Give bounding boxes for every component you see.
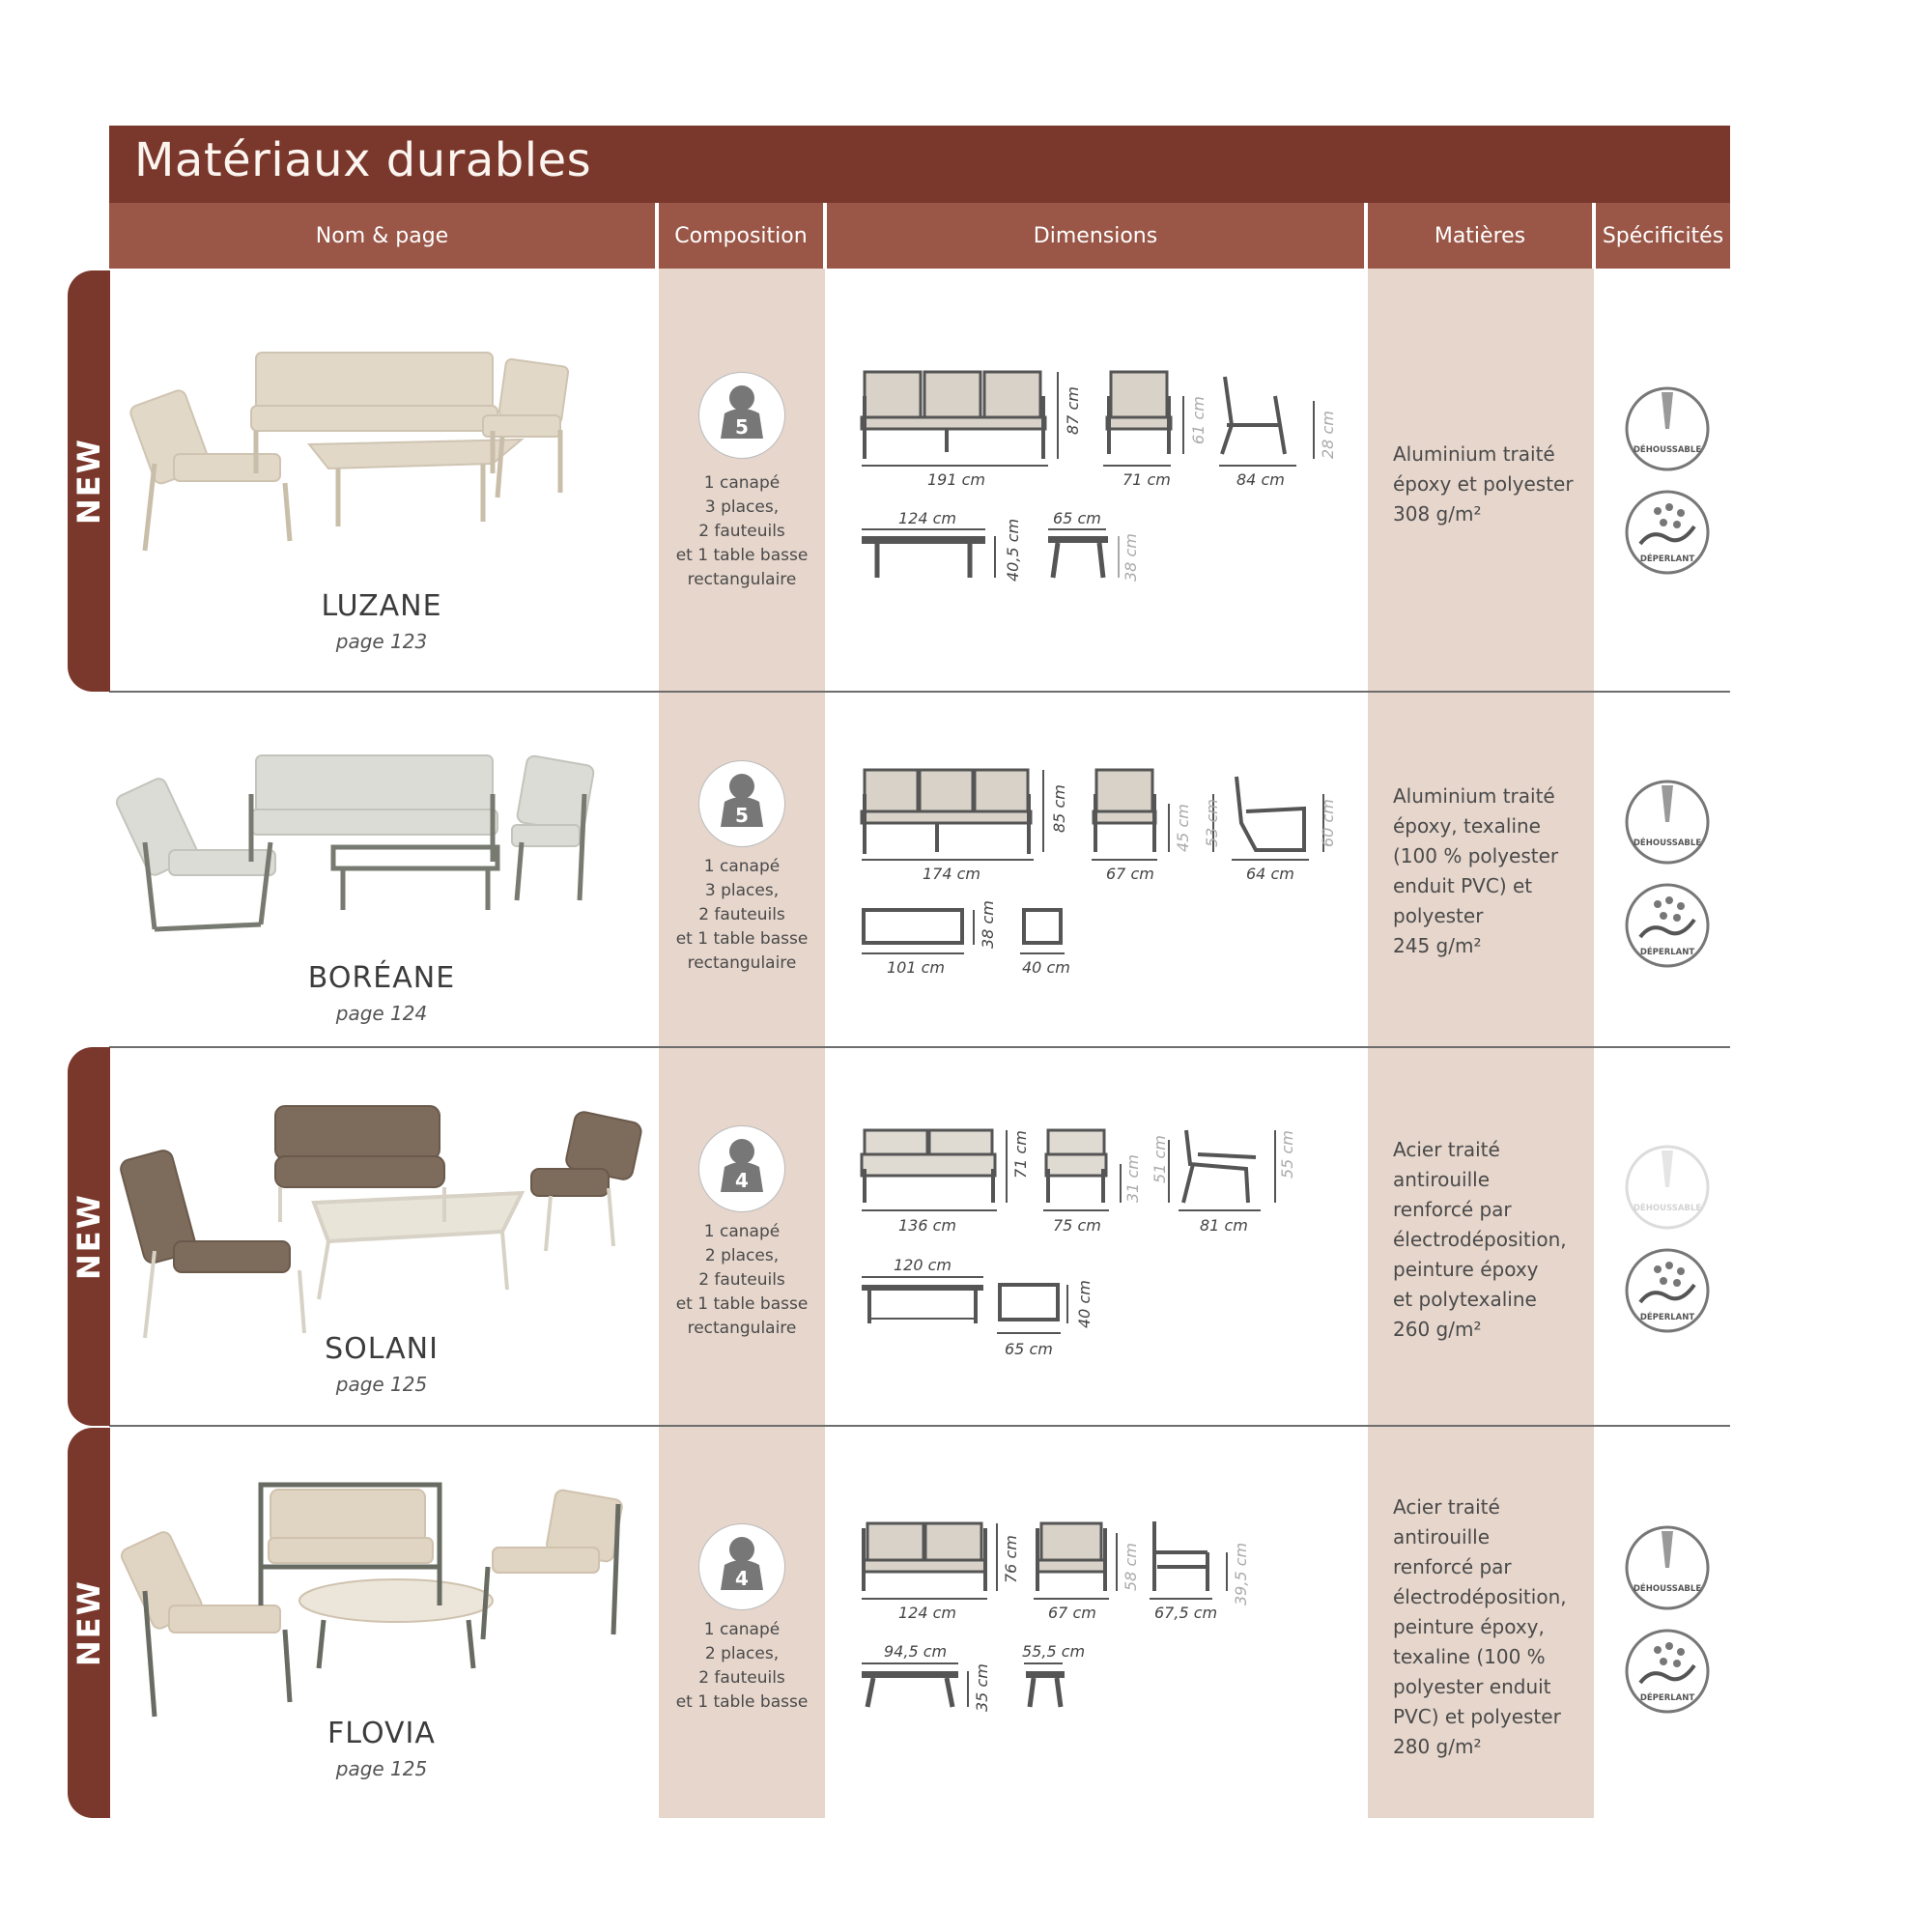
- svg-text:38 cm: 38 cm: [1122, 533, 1140, 582]
- svg-text:65 cm: 65 cm: [1005, 1340, 1053, 1358]
- svg-text:60 cm: 60 cm: [1319, 799, 1337, 847]
- svg-text:120 cm: 120 cm: [894, 1256, 952, 1274]
- composition-text: 1 canapé 2 places, 2 fauteuils et 1 table basse: [675, 1620, 809, 1712]
- svg-text:136 cm: 136 cm: [898, 1216, 957, 1235]
- svg-text:71 cm: 71 cm: [1011, 1130, 1030, 1179]
- dimension-drawings: [850, 1121, 1372, 1372]
- deperlant-icon: [1623, 488, 1712, 577]
- header-dimensions: Dimensions: [827, 203, 1364, 269]
- svg-text:94,5 cm: 94,5 cm: [884, 1642, 948, 1661]
- dimension-drawings: [850, 755, 1372, 987]
- page-title: Matériaux durables: [134, 133, 592, 187]
- product-name: LUZANE: [321, 589, 442, 623]
- svg-text:65 cm: 65 cm: [1053, 509, 1101, 527]
- svg-text:85 cm: 85 cm: [1050, 784, 1068, 833]
- materials-text: Acier traité antirouille renforcé par électrodéposition, peinture époxy et polytexaline 260 g/m²: [1393, 1138, 1567, 1341]
- product-page: page 125: [335, 1757, 428, 1780]
- product-name: BORÉANE: [307, 961, 456, 995]
- seat-count-badge: 5: [698, 760, 785, 847]
- svg-text:39,5 cm: 39,5 cm: [1232, 1542, 1250, 1605]
- svg-text:40 cm: 40 cm: [1022, 958, 1070, 977]
- header-specificites: Spécificités: [1596, 203, 1730, 269]
- new-tab: NEW: [68, 1047, 110, 1426]
- svg-text:76 cm: 76 cm: [1002, 1535, 1020, 1583]
- dehoussable-icon-inactive: [1623, 1143, 1712, 1232]
- seat-count-badge: 4: [698, 1523, 785, 1610]
- seat-count-badge: 4: [698, 1125, 785, 1212]
- svg-text:67 cm: 67 cm: [1106, 865, 1154, 883]
- product-row: [0, 693, 1932, 1046]
- svg-text:101 cm: 101 cm: [887, 958, 946, 977]
- product-row: [0, 1427, 1932, 1818]
- svg-text:28 cm: 28 cm: [1319, 411, 1337, 459]
- product-photo: [116, 1096, 657, 1348]
- svg-text:124 cm: 124 cm: [898, 509, 957, 527]
- svg-text:35 cm: 35 cm: [973, 1663, 991, 1712]
- svg-text:67 cm: 67 cm: [1048, 1604, 1096, 1622]
- svg-text:174 cm: 174 cm: [923, 865, 981, 883]
- product-page: page 124: [335, 1002, 428, 1025]
- dehoussable-icon: [1623, 384, 1712, 473]
- product-photo: [116, 328, 657, 570]
- svg-text:53 cm: 53 cm: [1203, 799, 1221, 847]
- product-name: SOLANI: [325, 1332, 439, 1366]
- svg-text:DÉPERLANT: DÉPERLANT: [1639, 1693, 1695, 1703]
- product-photo: [116, 736, 657, 968]
- svg-text:40 cm: 40 cm: [1075, 1280, 1094, 1328]
- svg-text:67,5 cm: 67,5 cm: [1154, 1604, 1218, 1622]
- svg-text:61 cm: 61 cm: [1189, 396, 1208, 444]
- svg-text:31 cm: 31 cm: [1123, 1154, 1142, 1203]
- svg-text:55 cm: 55 cm: [1278, 1130, 1296, 1179]
- new-tab: NEW: [68, 1428, 110, 1818]
- svg-text:DÉPERLANT: DÉPERLANT: [1639, 948, 1695, 957]
- svg-text:58 cm: 58 cm: [1122, 1543, 1140, 1591]
- dehoussable-icon: [1623, 1523, 1712, 1612]
- svg-text:71 cm: 71 cm: [1122, 470, 1171, 489]
- svg-text:124 cm: 124 cm: [898, 1604, 957, 1622]
- svg-text:191 cm: 191 cm: [927, 470, 986, 489]
- product-name: FLOVIA: [327, 1717, 436, 1750]
- svg-text:DÉHOUSSABLE: DÉHOUSSABLE: [1633, 1204, 1702, 1213]
- product-photo: [116, 1475, 657, 1726]
- dimension-drawings: [850, 357, 1372, 589]
- header-composition: Composition: [659, 203, 823, 269]
- materials-text: Aluminium traité époxy et polyester 308 g/m²: [1393, 442, 1574, 526]
- svg-text:75 cm: 75 cm: [1053, 1216, 1101, 1235]
- svg-text:64 cm: 64 cm: [1246, 865, 1294, 883]
- svg-text:DÉPERLANT: DÉPERLANT: [1639, 1313, 1695, 1322]
- product-page: page 125: [335, 1373, 428, 1396]
- product-row: [0, 270, 1932, 691]
- header-name-page: Nom & page: [109, 203, 655, 269]
- svg-text:84 cm: 84 cm: [1236, 470, 1285, 489]
- svg-text:45 cm: 45 cm: [1174, 804, 1192, 852]
- materials-text: Acier traité antirouille renforcé par électrodéposition, peinture époxy, texaline (100 % polyester enduit PVC) et polyester 280 g/m²: [1393, 1495, 1567, 1758]
- seat-count-badge: 5: [698, 372, 785, 459]
- svg-text:DÉHOUSSABLE: DÉHOUSSABLE: [1633, 838, 1702, 848]
- svg-text:55,5 cm: 55,5 cm: [1022, 1642, 1086, 1661]
- product-row: [0, 1048, 1932, 1425]
- svg-text:81 cm: 81 cm: [1200, 1216, 1248, 1235]
- svg-text:DÉHOUSSABLE: DÉHOUSSABLE: [1633, 445, 1702, 455]
- deperlant-icon: [1623, 881, 1712, 970]
- deperlant-icon: [1623, 1627, 1712, 1716]
- composition-text: 1 canapé 3 places, 2 fauteuils et 1 table basse rectangulaire: [675, 473, 809, 589]
- composition-text: 1 canapé 3 places, 2 fauteuils et 1 table basse rectangulaire: [675, 857, 809, 973]
- composition-text: 1 canapé 2 places, 2 fauteuils et 1 table basse rectangulaire: [675, 1222, 809, 1338]
- product-page: page 123: [335, 630, 428, 653]
- title-bar: [109, 126, 1730, 203]
- svg-text:DÉHOUSSABLE: DÉHOUSSABLE: [1633, 1584, 1702, 1594]
- materials-text: Aluminium traité époxy, texaline (100 % polyester enduit PVC) et polyester 245 g/m²: [1393, 784, 1559, 957]
- svg-text:DÉPERLANT: DÉPERLANT: [1639, 554, 1695, 564]
- header-matieres: Matières: [1368, 203, 1592, 269]
- deperlant-icon: [1623, 1246, 1712, 1335]
- svg-text:40,5 cm: 40,5 cm: [1004, 518, 1022, 582]
- dehoussable-icon: [1623, 778, 1712, 867]
- new-tab: NEW: [68, 270, 110, 692]
- dimension-drawings: [850, 1514, 1372, 1746]
- svg-text:87 cm: 87 cm: [1064, 386, 1082, 435]
- svg-text:51 cm: 51 cm: [1151, 1135, 1169, 1183]
- svg-text:38 cm: 38 cm: [979, 900, 997, 949]
